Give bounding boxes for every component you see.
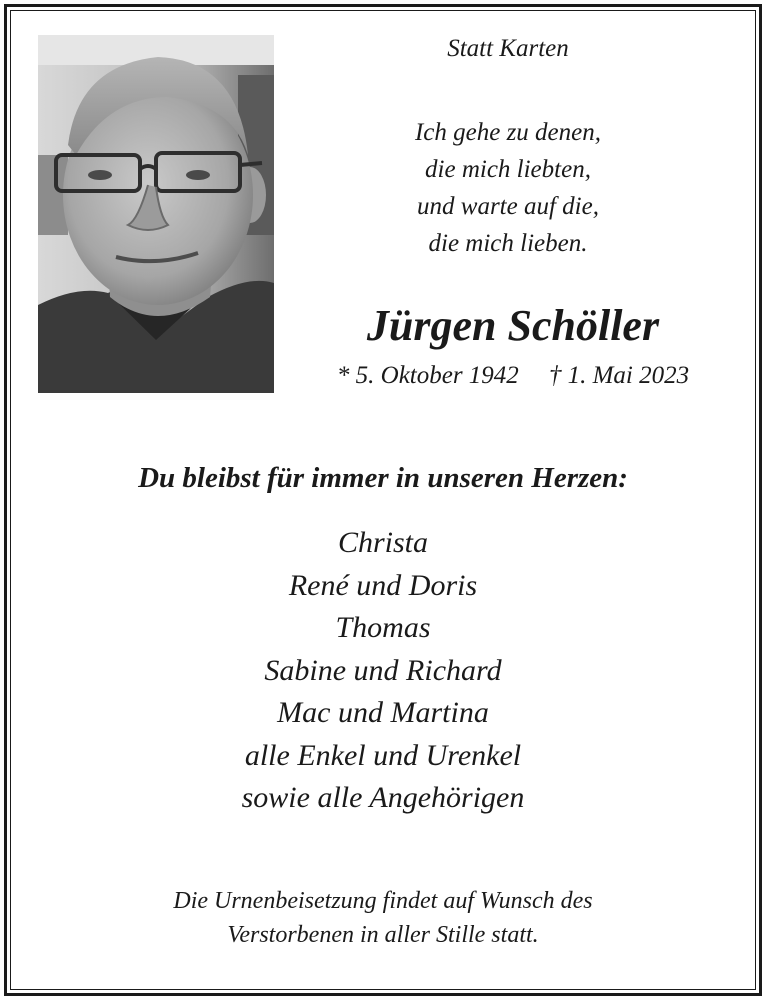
life-dates — [290, 360, 736, 392]
header-statt-karten: Statt Karten — [447, 35, 569, 62]
family-member: René und Doris — [288, 568, 478, 602]
family-member: alle Enkel und Urenkel — [244, 738, 522, 772]
family-member: Sabine und Richard — [264, 653, 502, 687]
burial-note-line: Verstorbenen in aller Stille statt. — [227, 922, 539, 948]
memorial-heading: Du bleibst für immer in unseren Herzen: — [138, 462, 628, 494]
family-member: sowie alle Angehörigen — [241, 781, 525, 814]
deceased-name: Jürgen Schöller — [366, 301, 660, 350]
family-member: Mac und Martina — [277, 696, 489, 729]
family-list — [30, 522, 736, 820]
poem — [310, 114, 706, 262]
poem-line: die mich liebten, — [425, 156, 591, 183]
family-member: Thomas — [335, 611, 431, 644]
burial-note — [30, 884, 736, 952]
death-date: † 1. Mai 2023 — [548, 362, 690, 389]
poem-line: Ich gehe zu denen, — [414, 119, 602, 146]
birth-date: * 5. Oktober 1942 — [336, 362, 519, 389]
family-member: Christa — [337, 526, 429, 559]
poem-line: die mich lieben. — [428, 230, 588, 257]
portrait-photo — [38, 35, 274, 393]
burial-note-line: Die Urnenbeisetzung findet auf Wunsch des — [173, 888, 593, 914]
poem-line: und warte auf die, — [417, 193, 599, 220]
